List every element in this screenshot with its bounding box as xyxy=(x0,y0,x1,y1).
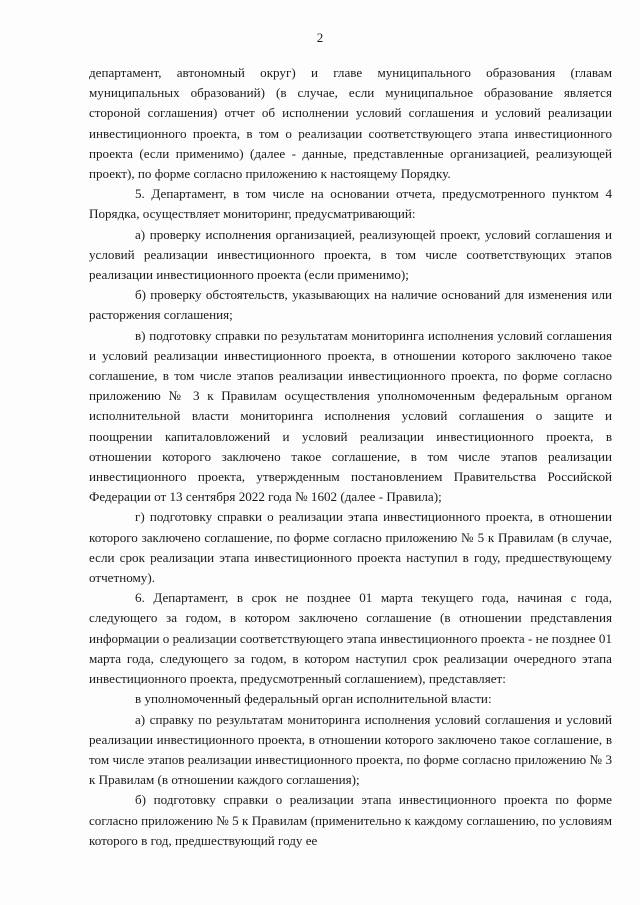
paragraph-item-5v: в) подготовку справки по результатам мониторинга исполнения условий соглашения и условий реализации инвестиционного проекта, в отношении которого заключено такое соглашение, в том числе этапов реализации инвестиционного проекта, по форме согласно приложению № 3 к Правилам осуществления уполномоченным федеральным органом исполнительной власти мониторинга исполнения условий соглашения о защите и поощрении капиталовложений и условий реализации инвестиционного проекта, в отношении которого заключено такое соглашение, в том числе этапов реализации инвестиционного проекта, утвержденным постановлением Правительства Российской Федерации от 13 сентября 2022 года № 1602 (далее - Правила); xyxy=(89,327,612,505)
paragraph-recipient: в уполномоченный федеральный орган исполнительной власти: xyxy=(135,691,492,707)
paragraph-item-6a: а) справку по результатам мониторинга исполнения условий соглашения и условий реализации инвестиционного проекта, в отношении которого заключено такое соглашение, в том числе этапов реализации инвестиционного проекта, по форме согласно приложению № 3 к Правилам (в отношении каждого соглашения); xyxy=(89,711,612,788)
paragraph-item-5b: б) проверку обстоятельств, указывающих на наличие оснований для изменения или расторжения соглашения; xyxy=(89,287,612,323)
paragraph-item-6b: б) подготовку справки о реализации этапа инвестиционного проекта по форме согласно приложению № 5 к Правилам (применительно к каждому соглашению, по условиям которого в год, предшествующий году ее xyxy=(89,792,612,848)
paragraph-item-5: 5. Департамент, в том числе на основании отчета, предусмотренного пунктом 4 Порядка, осуществляет мониторинг, предусматривающий: xyxy=(89,186,612,222)
paragraph-item-6: 6. Департамент, в срок не позднее 01 марта текущего года, начиная с года, следующего за годом, в котором заключено соглашение (в отношении представления информации о реализации соответствующего этапа инвестиционного проекта - не позднее 01 марта года, следующего за годом, в котором наступил срок реализации очередного этапа инвестиционного проекта, предусмотренный соглашением), представляет: xyxy=(89,590,612,687)
document-body xyxy=(89,63,612,851)
page-number: 2 xyxy=(316,30,324,45)
paragraph-item-5g: г) подготовку справки о реализации этапа инвестиционного проекта, в отношении которого заключено соглашение, по форме согласно приложению № 5 к Правилам (в случае, если срок реализации этапа инвестиционного проекта наступил в году, предшествующему отчетному). xyxy=(89,509,612,586)
paragraph-continuation: департамент, автономный округ) и главе муниципального образования (главам муниципальных образований) (в случае, если муниципальное образование является стороной соглашения) отчет об исполнении условий соглашения и условий реализации инвестиционного проекта, в том о реализации соответствующего этапа инвестиционного проекта (если применимо) (далее - данные, представленные организацией, реализующей проект), по форме согласно приложению к настоящему Порядку. xyxy=(89,65,612,182)
paragraph-item-5a: а) проверку исполнения организацией, реализующей проект, условий соглашения и условий реализации инвестиционного проекта, в том числе соответствующих этапов реализации инвестиционного проекта (если применимо); xyxy=(89,226,612,283)
